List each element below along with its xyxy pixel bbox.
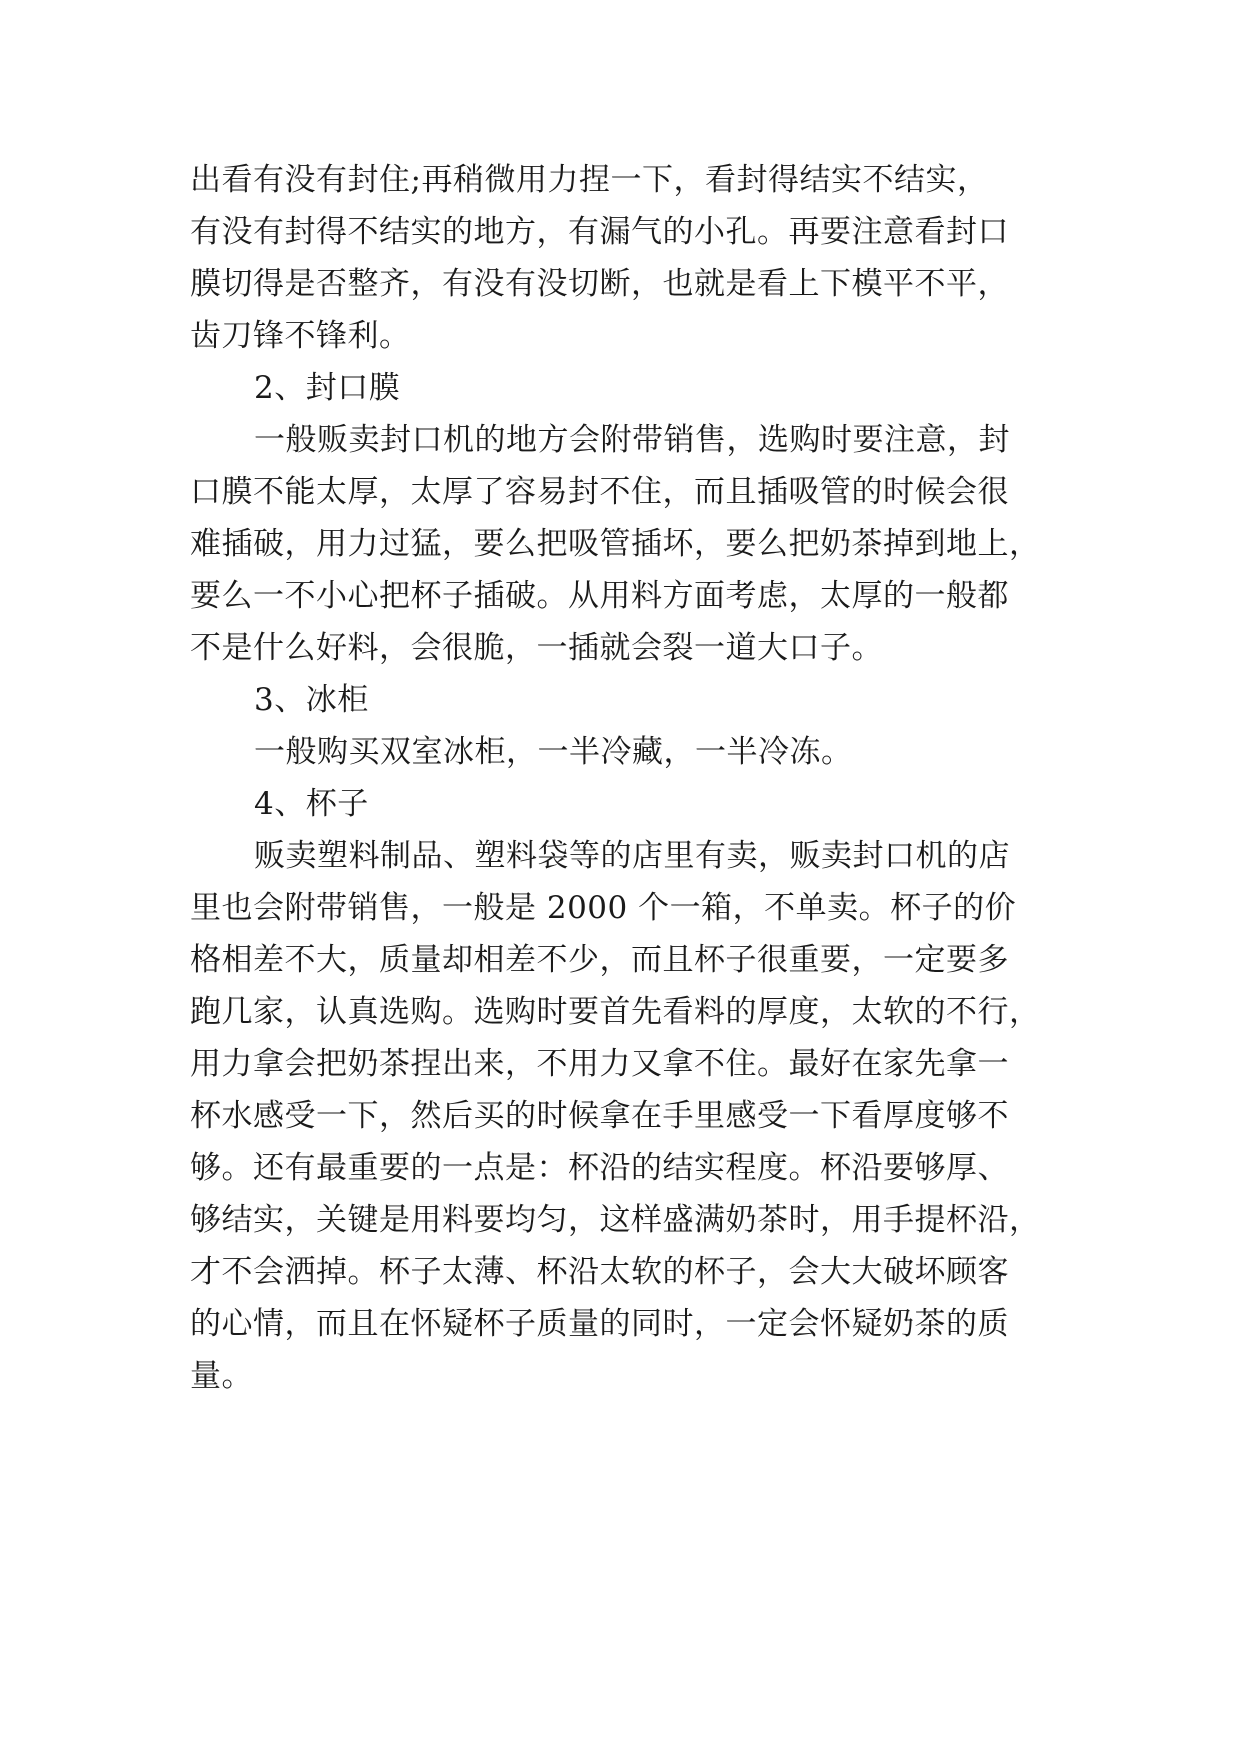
paragraph-line: 不是什么好料，会很脆，一插就会裂一道大口子。 [190, 630, 883, 666]
paragraph-line: 难插破，用力过猛，要么把吸管插坏，要么把奶茶掉到地上， [190, 526, 1041, 562]
paragraph-line: 膜切得是否整齐，有没有没切断，也就是看上下模平不平， [190, 266, 1009, 302]
paragraph-line-indented: 3、冰柜 [254, 682, 369, 718]
paragraph-line: 口膜不能太厚，太厚了容易封不住，而且插吸管的时候会很 [190, 474, 1009, 510]
paragraph-line-indented: 一般贩卖封口机的地方会附带销售，选购时要注意，封 [254, 422, 1010, 458]
paragraph-line: 出看有没有封住;再稍微用力捏一下，看封得结实不结实， [190, 162, 989, 198]
paragraph-line: 够。还有最重要的一点是：杯沿的结实程度。杯沿要够厚、 [190, 1150, 1009, 1186]
paragraph-line: 格相差不大，质量却相差不少，而且杯子很重要，一定要多 [190, 942, 1009, 978]
paragraph-line: 够结实，关键是用料要均匀，这样盛满奶茶时，用手提杯沿， [190, 1202, 1041, 1238]
paragraph-line: 的心情，而且在怀疑杯子质量的同时，一定会怀疑奶茶的质 [190, 1306, 1009, 1342]
paragraph-line: 杯水感受一下，然后买的时候拿在手里感受一下看厚度够不 [190, 1098, 1009, 1134]
paragraph-line: 才不会洒掉。杯子太薄、杯沿太软的杯子，会大大破坏顾客 [190, 1254, 1009, 1290]
paragraph-line-indented: 一般购买双室冰柜，一半冷藏，一半冷冻。 [254, 734, 853, 770]
paragraph-line: 齿刀锋不锋利。 [190, 318, 411, 354]
paragraph-line: 要么一不小心把杯子插破。从用料方面考虑，太厚的一般都 [190, 578, 1009, 614]
paragraph-line-indented: 4、杯子 [254, 786, 369, 822]
paragraph-line-indented: 贩卖塑料制品、塑料袋等的店里有卖，贩卖封口机的店 [254, 838, 1010, 874]
paragraph-line: 里也会附带销售，一般是 2000 个一箱，不单卖。杯子的价 [190, 890, 1017, 926]
paragraph-line-indented: 2、封口膜 [254, 370, 401, 406]
paragraph-line: 有没有封得不结实的地方，有漏气的小孔。再要注意看封口 [190, 214, 1009, 250]
paragraph-line: 量。 [190, 1358, 253, 1394]
paragraph-line: 用力拿会把奶茶捏出来，不用力又拿不住。最好在家先拿一 [190, 1046, 1009, 1082]
paragraph-line: 跑几家，认真选购。选购时要首先看料的厚度，太软的不行， [190, 994, 1041, 1030]
